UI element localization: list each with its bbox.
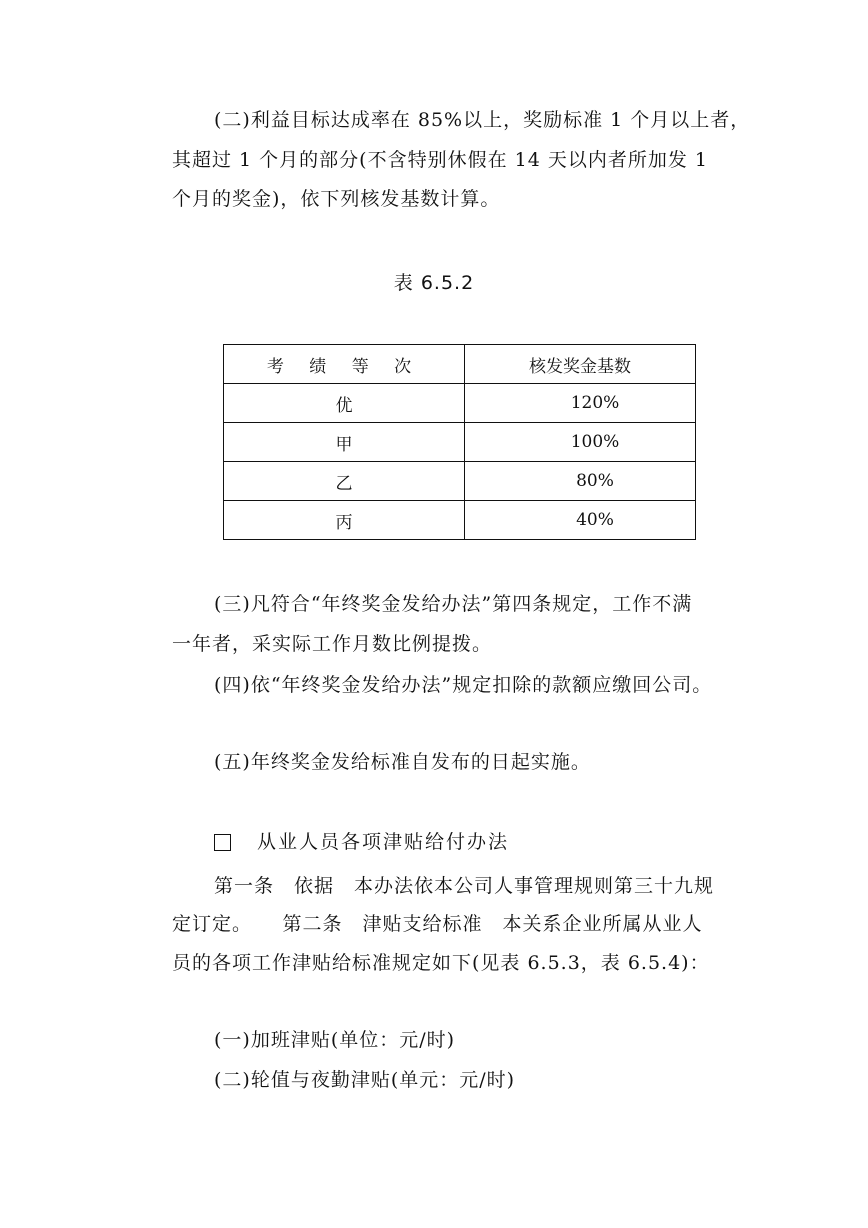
cell-grade: 甲 <box>224 423 465 462</box>
text-line: (三)凡符合“年终奖金发给办法”第四条规定，工作不满 <box>214 593 693 615</box>
table-header-row <box>224 345 696 384</box>
text-line: (二)利益目标达成率在 85%以上，奖励标准 1 个月以上者， <box>214 109 751 131</box>
text-line: 一年者，采实际工作月数比例提拨。 <box>172 633 493 655</box>
header-grade: 考 绩 等 次 <box>224 345 465 384</box>
bonus-table <box>223 344 696 540</box>
cell-percent: 80% <box>465 462 696 501</box>
header-bonus-base: 核发奖金基数 <box>465 345 696 384</box>
paragraph-5: (五)年终奖金发给标准自发布的日起实施。 <box>214 751 591 773</box>
table-row <box>224 384 696 423</box>
paragraph-4: (四)依“年终奖金发给办法”规定扣除的款额应缴回公司。 <box>214 674 713 696</box>
text-line: 其超过 1 个月的部分(不含特别休假在 14 天以内者所加发 1 <box>172 149 708 171</box>
cell-percent: 120% <box>465 384 696 423</box>
text-line: 员的各项工作津贴给标准规定如下(见表 6.5.3，表 6.5.4)： <box>172 952 710 974</box>
checkbox-icon <box>214 834 231 851</box>
section-heading <box>214 830 509 854</box>
text-line: 个月的奖金)，依下列核发基数计算。 <box>172 188 501 210</box>
cell-percent: 100% <box>465 423 696 462</box>
table-row <box>224 501 696 540</box>
cell-percent: 40% <box>465 501 696 540</box>
table-row <box>224 423 696 462</box>
cell-grade: 丙 <box>224 501 465 540</box>
item-shift-allowance: (二)轮值与夜勤津贴(单元：元/时) <box>214 1069 516 1091</box>
table-row <box>224 462 696 501</box>
text-line: 第一条 依据 本办法依本公司人事管理规则第三十九规 <box>214 875 715 897</box>
text-line: 定订定。 第二条 津贴支给标准 本关系企业所属从业人 <box>172 913 703 935</box>
table-caption: 表 6.5.2 <box>393 272 475 294</box>
item-overtime-allowance: (一)加班津贴(单位：元/时) <box>214 1029 456 1051</box>
section-title: 从业人员各项津贴给付办法 <box>257 831 510 853</box>
cell-grade: 乙 <box>224 462 465 501</box>
cell-grade: 优 <box>224 384 465 423</box>
